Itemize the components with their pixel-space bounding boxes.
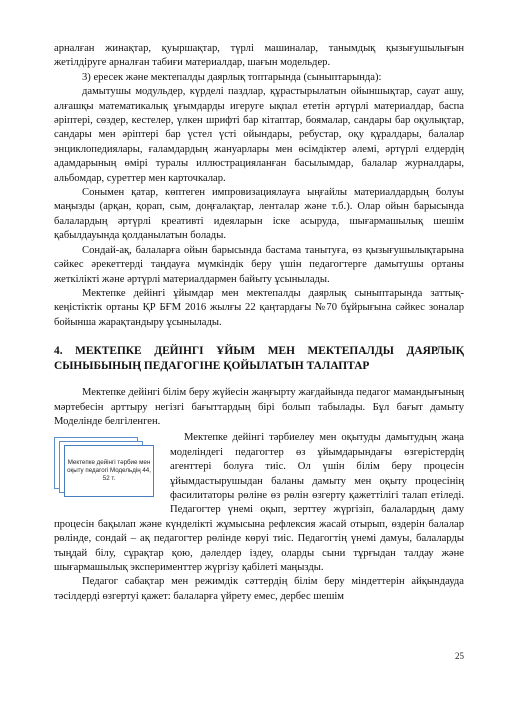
paragraph-teaching-approach: Педагог сабақтар мен режимдік сәттердің білім беру міндеттерін айқындауда тәсілдерді өзгертуі қажет: балаларға үйрету емес, дербес шешім [54, 576, 464, 602]
document-stack-figure [54, 437, 166, 501]
page-number: 25 [455, 651, 464, 661]
paragraph-materials-end: арналған жинақтар, қуыршақтар, түрлі машиналар, танымдық қызығушылығын жетілдіруге арналған табиғи материалдар, шағын модельдер. [54, 43, 464, 69]
paragraph-initiative: Сондай-ақ, балаларға ойын барысында бастама танытуға, өз қызығушылықтарына сәйкес әрекеттерді таңдауға мүмкіндік беру үшін педагогтерге дамытушы ортаны жеткілікті және әртүрлі материалдармен байыту ұсынылады. [54, 244, 464, 285]
document-page [54, 42, 464, 604]
section-heading: 4. МЕКТЕПКЕ ДЕЙІНГІ ҰЙЫМ МЕН МЕКТЕПАЛДЫ ДАЯРЛЫҚ СЫНЫБЫНЫҢ ПЕДАГОГІНЕ ҚОЙЫЛАТЫН ТАЛАПТАР [54, 345, 464, 373]
paragraph-modernization: Мектепке дейінгі білім беру жүйесін жаңғырту жағдайында педагог мамандығының мәртебесін арттыру негізгі бағыттардың бірі болып табылады. Бұл бағыт дамыту Моделінде белгіленген. [54, 387, 464, 427]
document-note: Мектепке дейінгі тәрбие мен оқыту педагогі Модельдің 44, 52 т. [64, 445, 154, 497]
paragraph-new-model [54, 431, 464, 575]
paragraph-equipment-order: Мектепке дейінгі ұйымдар мен мектепалды даярлық сыныптарында заттық-кеңістіктік ортаны ҚР БҒМ 2016 жылғы 22 қаңтардағы №70 бұйрығына сәйкес зоналар бойынша жарақтандыру ұсынылады. [54, 287, 464, 328]
paragraph-senior-groups-heading: 3) ересек және мектепалды даярлық топтарында (сыныптарында): [82, 71, 382, 83]
figure-float-spacer [54, 431, 170, 517]
paragraph-new-model-text: Мектепке дейінгі тәрбиелеу мен оқытуды дамытудың жаңа моделіндегі педагогтер өз ұйымдарындағы өзгерістердің агенттері болуға тиіс. Ол үшін білім беру процесін ұйымдастырушыдан баланы дамыту мен оқыту процесінің фасилитаторы рөліне өз рөлін өзгерту қажеттілігі талап етіледі. Педагогтер үнемі оқып, зерттеу жүргізіп, балалардың даму процесін бақылап және күнделікті жұмысына рефлексия жасай отырып, өздерін балалар рөлінде, сондай – ақ педагогтер рөлінде көруі тиіс. Педагогтің үнемі дамуы, балаларды тыңдай білу, сұрақтар қою, дәлелдер іздеу, оларды сыни тұрғыдан талдау және шығармашылық эксперименттер жүргізу қабілеті маңызды. [54, 432, 464, 573]
paragraph-senior-materials: дамытушы модульдер, күрделі паздлар, құрастырылатын ойыншықтар, сауат ашу, алғашқы математикалық ұғымдарды игеруге ықпал ететін әртүрлі материалдар, баспа әріптері, сөздер, кестелер, үлкен шрифті бар кітаптар, боямалар, сандары бар оқулықтар, сандары мен әріптері бар үстел үсті ойындары, ребустар, оқу құралдары, балалар энциклопедиялары, ғаламдардың жануарлары мен өсімдіктер әлемі, әртүрлі елдердің адамдарының өмірі туралы иллюстрацияланған басылымдар, балалар журналдары, альбомдар, суреттер мен карточкалар. [54, 86, 464, 184]
paragraph-improvisation: Сонымен қатар, көптеген импровизациялауға ыңғайлы материалдардың болуы маңызды (арқан, қорап, сым, доңғалақтар, ленталар және т.б.). Олар ойын барысында балалардың әртүрлі креативті идеяларын іске асыруда, шығармашылық шешім қабылдауында қолданылатын болады. [54, 187, 464, 242]
